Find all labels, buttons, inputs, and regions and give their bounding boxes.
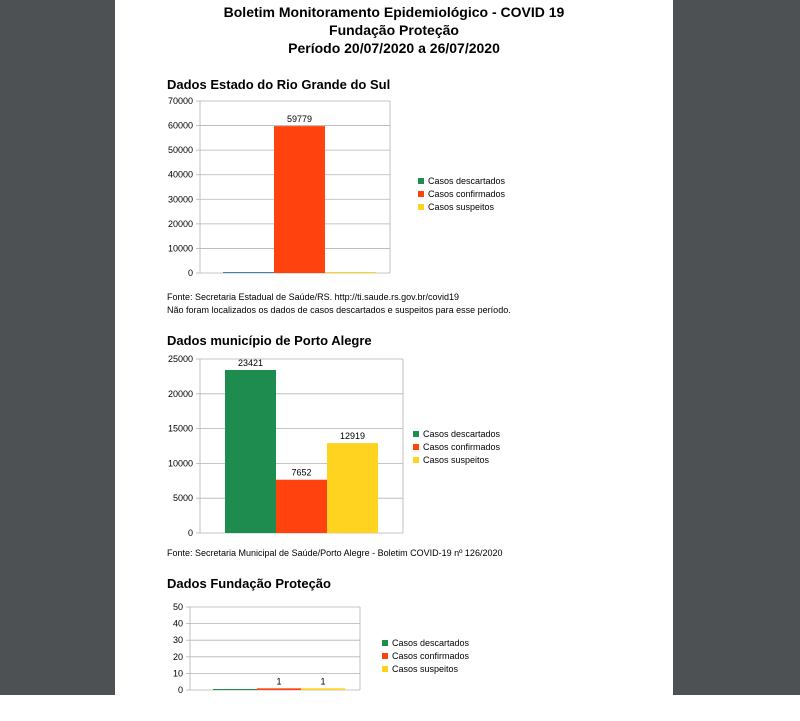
legend-label: Casos confirmados [423, 441, 501, 452]
y-tick-label: 15000 [167, 423, 193, 434]
y-tick-label: 0 [177, 685, 183, 695]
legend-label: Casos confirmados [428, 188, 506, 199]
legend-label: Casos descartados [423, 428, 501, 439]
bar-casos-confirmados [276, 480, 327, 533]
legend-item-confirmados [418, 187, 505, 200]
data-label: 23421 [237, 357, 264, 368]
bar-casos-confirmados [257, 688, 301, 690]
legend-item-confirmados [382, 649, 469, 662]
legend-swatch [418, 178, 424, 184]
legend-swatch [382, 653, 388, 659]
y-tick-label: 25000 [167, 354, 193, 364]
legend-item-confirmados [413, 440, 500, 453]
viewer-right-margin [673, 0, 800, 695]
viewer-left-margin [0, 0, 115, 695]
missing-data-note-rs: Não foram localizados os dados de casos descartados e suspeitos para esse período. [167, 305, 511, 315]
y-tick-label: 30000 [167, 194, 193, 205]
source-note-poa: Fonte: Secretaria Municipal de Saúde/Porto Alegre - Boletim COVID-19 nº 126/2020 [167, 548, 503, 558]
legend-item-descartados [418, 174, 505, 187]
viewer-bottom-bar [0, 695, 800, 721]
y-tick-label: 20000 [167, 388, 193, 399]
y-tick-label: 0 [187, 528, 193, 538]
y-tick-label: 10 [172, 668, 183, 679]
legend-swatch [413, 431, 419, 437]
y-tick-label: 50000 [167, 145, 193, 156]
section-title-rs: Dados Estado do Rio Grande do Sul [167, 77, 391, 92]
legend-label: Casos suspeitos [428, 201, 495, 212]
legend-label: Casos confirmados [392, 650, 470, 661]
bar-casos-descartados [223, 272, 274, 273]
y-tick-label: 10000 [167, 243, 193, 254]
y-tick-label: 40000 [167, 169, 193, 180]
y-tick-label: 0 [187, 268, 193, 278]
data-label: 7652 [291, 467, 312, 478]
legend-fundacao [382, 636, 469, 675]
source-note-rs: Fonte: Secretaria Estadual de Saúde/RS. http://ti.saude.rs.gov.br/covid19 [167, 292, 459, 302]
y-tick-label: 30 [172, 635, 183, 646]
data-label: 1 [276, 676, 282, 687]
legend-swatch [418, 191, 424, 197]
legend-label: Casos suspeitos [423, 454, 490, 465]
data-label: 1 [320, 676, 326, 687]
legend-label: Casos suspeitos [392, 663, 459, 674]
document-org: Fundação Proteção [329, 22, 459, 38]
y-tick-label: 5000 [172, 493, 193, 504]
legend-label: Casos descartados [428, 175, 506, 186]
document-period: Período 20/07/2020 a 26/07/2020 [288, 40, 500, 56]
data-label: 12919 [339, 431, 366, 442]
legend-item-suspeitos [382, 662, 469, 675]
y-tick-label: 10000 [167, 458, 193, 469]
document-title: Boletim Monitoramento Epidemiológico - COVID 19 [223, 4, 565, 20]
bar-casos-suspeitos [327, 443, 378, 533]
bar-casos-suspeitos [325, 272, 376, 273]
legend-swatch [413, 444, 419, 450]
legend-swatch [382, 666, 388, 672]
data-label: 59779 [286, 114, 313, 125]
y-tick-label: 40 [172, 618, 183, 629]
legend-item-suspeitos [413, 453, 500, 466]
legend-swatch [413, 457, 419, 463]
charts-canvas [115, 0, 673, 695]
y-tick-label: 60000 [167, 120, 193, 131]
legend-poa [413, 427, 500, 466]
legend-label: Casos descartados [392, 637, 470, 648]
bar-casos-confirmados [274, 126, 325, 273]
legend-item-descartados [413, 427, 500, 440]
legend-item-descartados [382, 636, 469, 649]
y-tick-label: 20000 [167, 218, 193, 229]
document-page[interactable] [115, 0, 673, 695]
y-tick-label: 20 [172, 651, 183, 662]
bar-casos-descartados [225, 370, 276, 533]
section-title-poa: Dados município de Porto Alegre [167, 333, 372, 348]
legend-swatch [418, 204, 424, 210]
y-tick-label: 50 [172, 602, 183, 612]
bar-casos-descartados [213, 689, 257, 690]
legend-rs [418, 174, 505, 213]
legend-item-suspeitos [418, 200, 505, 213]
section-title-fundacao: Dados Fundação Proteção [167, 576, 331, 591]
bar-casos-suspeitos [301, 688, 345, 690]
y-tick-label: 70000 [167, 96, 193, 106]
legend-swatch [382, 640, 388, 646]
